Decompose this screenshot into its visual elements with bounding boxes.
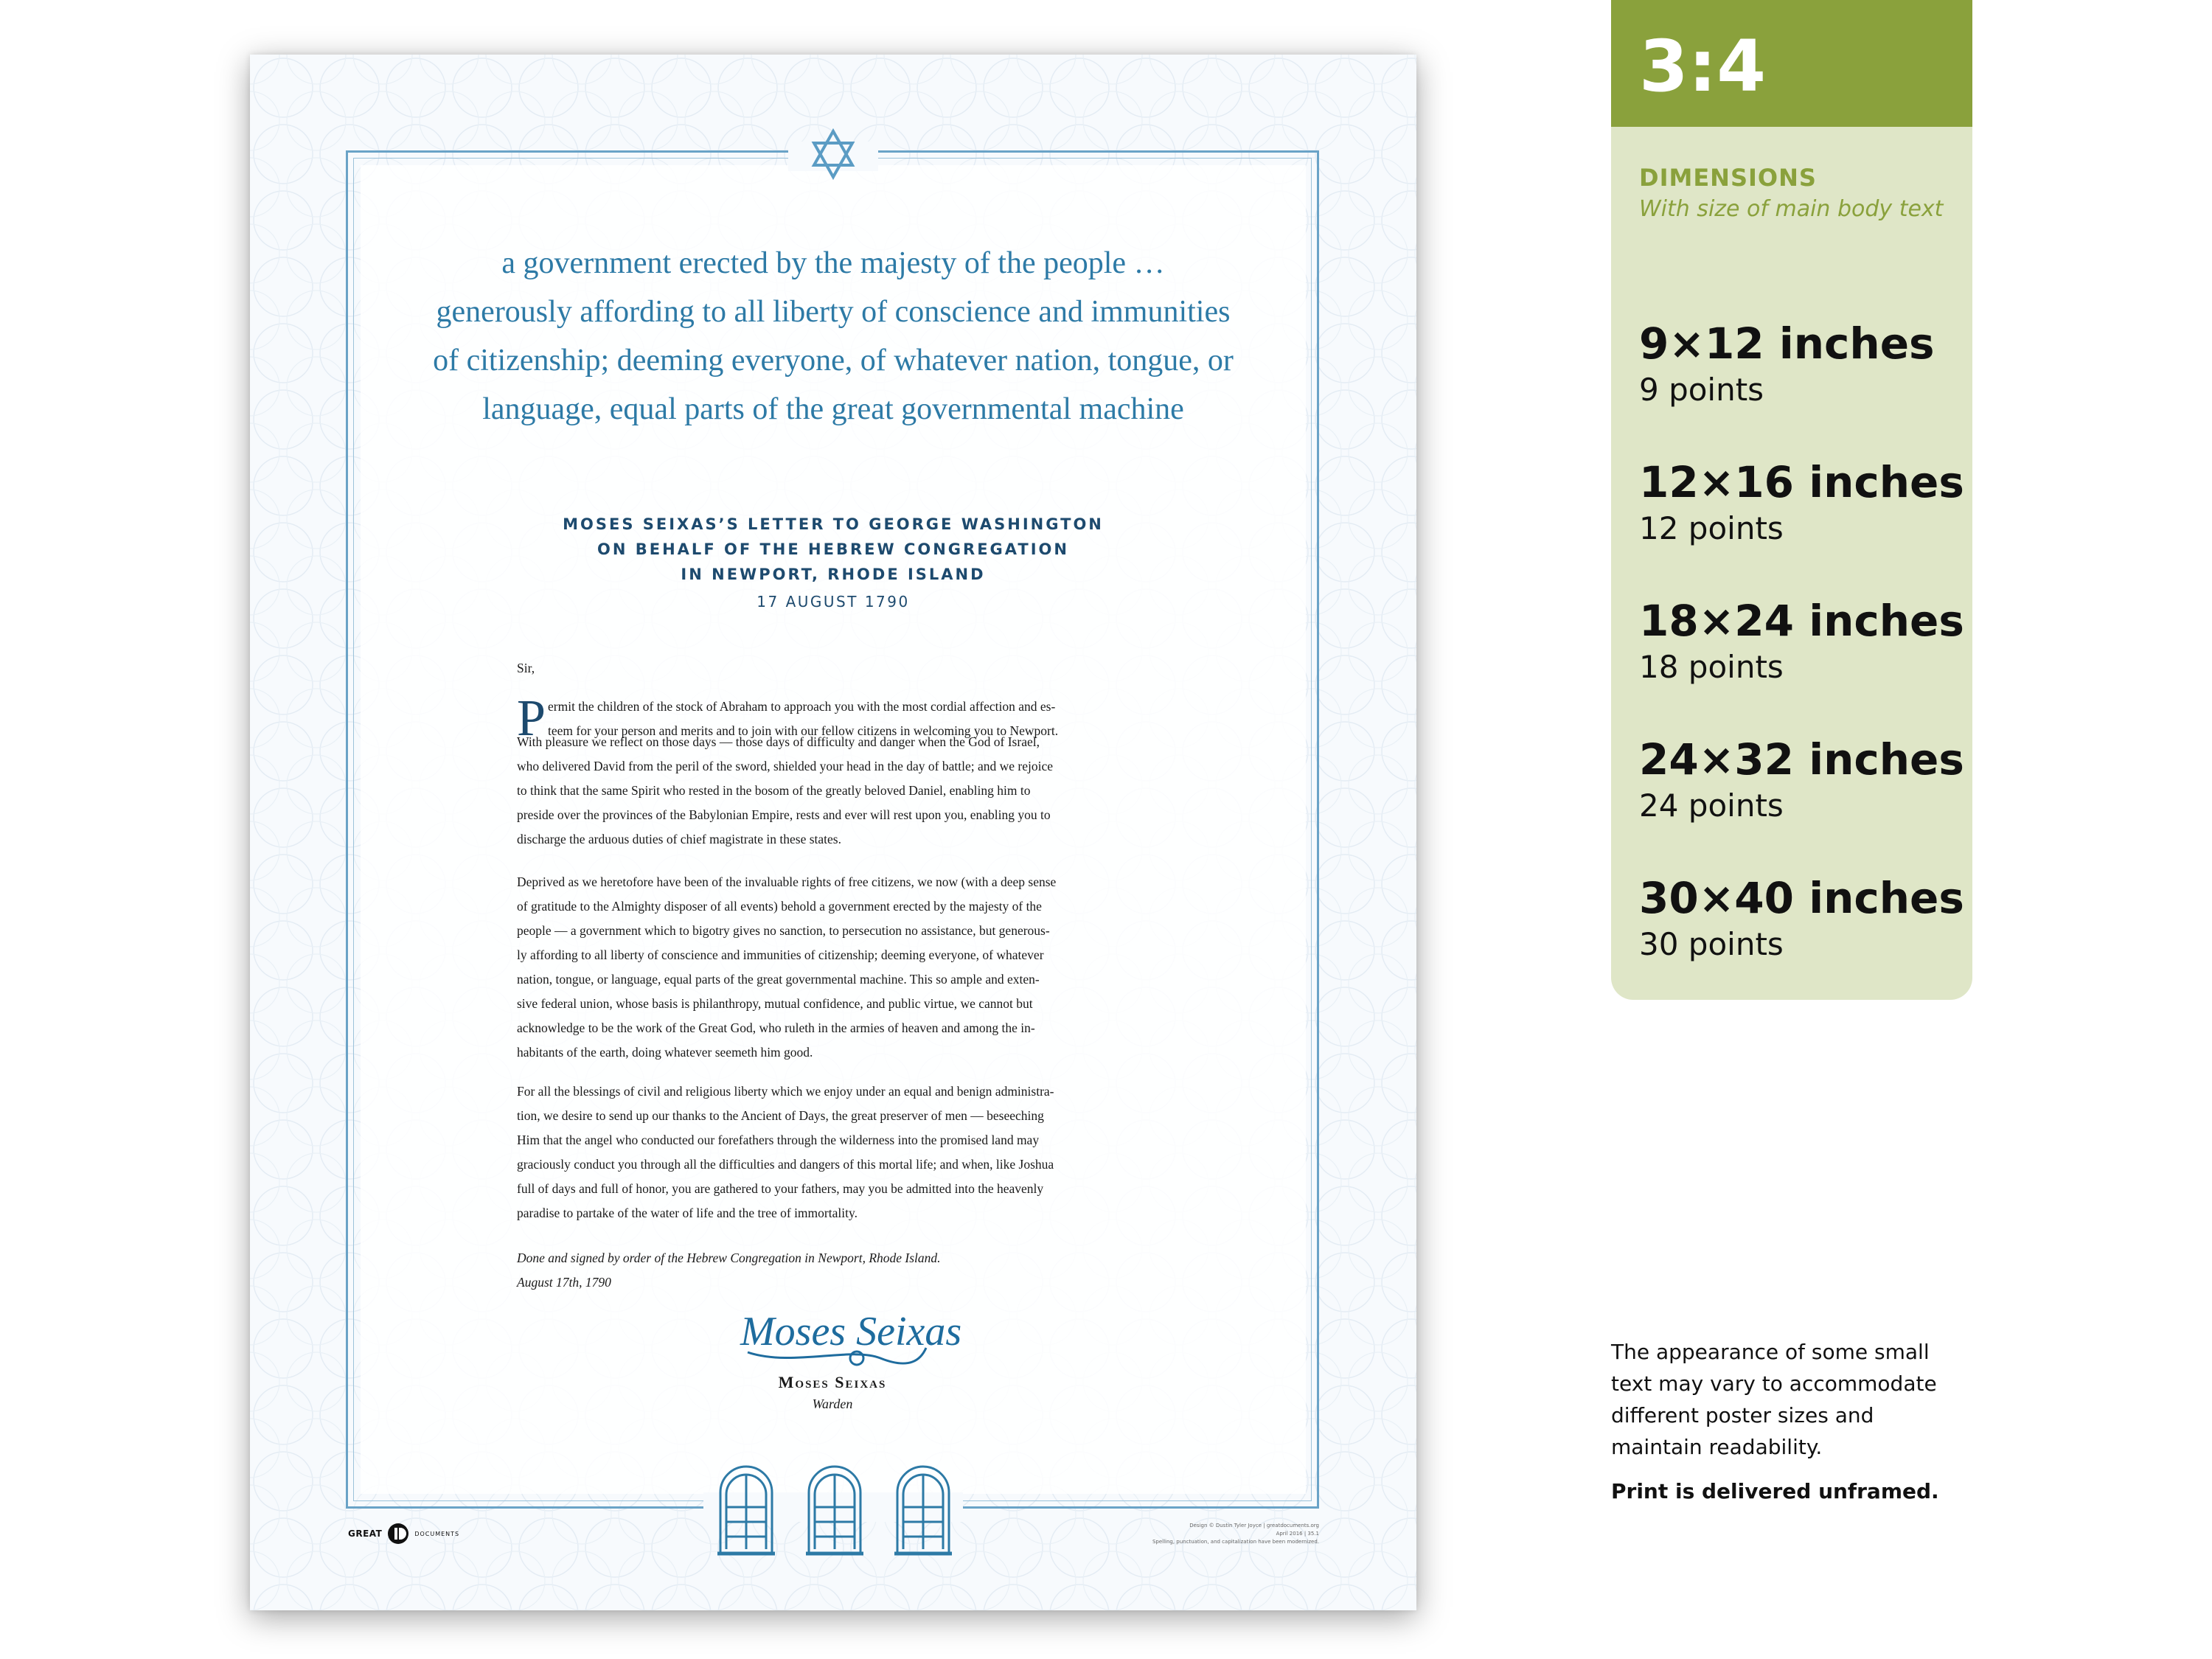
text-line: ermit the children of the stock of Abraham to approach you with the most cordial affection and es- bbox=[548, 699, 1056, 714]
text-line: preside over the provinces of the Babylonian Empire, rests and ever will rest upon you, enabling you to bbox=[517, 807, 1051, 822]
letter-heading bbox=[456, 512, 1210, 587]
delivery-note: Print is delivered unframed. bbox=[1611, 1479, 1939, 1503]
text-line: ly affording to all liberty of conscience and immunities of citizenship; deeming everyone, of whatever bbox=[517, 947, 1044, 962]
note-line: maintain readability. bbox=[1611, 1435, 1823, 1459]
signer-title: Warden bbox=[812, 1397, 853, 1411]
text-line: acknowledge to be the work of the Great God, who ruleth in the armies of heaven and among the in- bbox=[517, 1020, 1035, 1035]
text-line: tion, we desire to send up our thanks to the Ancient of Days, the great preserver of men — beseeching bbox=[517, 1108, 1044, 1123]
text-line: of gratitude to the Almighty disposer of all events) behold a government erected by the majesty of the bbox=[517, 899, 1042, 914]
text-line: discharge the arduous duties of chief magistrate in these states. bbox=[517, 832, 841, 846]
star-of-david-icon bbox=[810, 128, 857, 180]
size-points: 18 points bbox=[1639, 649, 1784, 685]
pull-quote bbox=[383, 239, 1284, 434]
paragraph-3 bbox=[517, 870, 1056, 1065]
text-line: who delivered David from the peril of the sword, shielded your head in the day of battle; and we rejoice bbox=[517, 759, 1053, 773]
size-option bbox=[1639, 594, 1964, 687]
great-documents-logo-icon bbox=[386, 1522, 410, 1545]
note-line: The appearance of some small bbox=[1611, 1340, 1930, 1364]
quote-line: a government erected by the majesty of the people … bbox=[501, 246, 1165, 280]
note-line: text may vary to accommodate bbox=[1611, 1371, 1937, 1396]
text-line: graciously conduct you through all the difficulties and dangers of this mortal life; and when, like Joshua bbox=[517, 1157, 1054, 1172]
heading-line: ON BEHALF OF THE HEBREW CONGREGATION bbox=[597, 540, 1069, 558]
text-line: to think that the same Spirit who rested in the bosom of the greatly beloved Daniel, enabling him to bbox=[517, 783, 1031, 798]
great-documents-logo bbox=[348, 1522, 459, 1545]
closing bbox=[517, 1246, 941, 1295]
quote-line: generously affording to all liberty of conscience and immunities bbox=[436, 295, 1231, 329]
paragraph-4 bbox=[517, 1079, 1054, 1225]
logo-documents-text: DOCUMENTS bbox=[414, 1530, 460, 1537]
text-line: full of days and full of honor, you are gathered to your fathers, may you be admitted into the heavenly bbox=[517, 1181, 1044, 1196]
text-line: sive federal union, whose basis is philanthropy, mutual confidence, and public virtue, we cannot but bbox=[517, 996, 1033, 1011]
size-option bbox=[1639, 317, 1935, 410]
size-points: 9 points bbox=[1639, 372, 1764, 408]
letter-date: 17 AUGUST 1790 bbox=[757, 593, 910, 611]
design-credits bbox=[1017, 1522, 1319, 1546]
text-line: habitants of the earth, doing whatever seemeth him good. bbox=[517, 1045, 813, 1060]
size-name: 9×12 inches bbox=[1639, 319, 1935, 369]
signature-text: Moses Seixas bbox=[740, 1309, 962, 1354]
text-line: Him that the angel who conducted our forefathers through the wilderness into the promised land may bbox=[517, 1133, 1040, 1147]
size-points: 12 points bbox=[1639, 510, 1784, 546]
size-name: 18×24 inches bbox=[1639, 596, 1964, 646]
text-line: teem for your person and merits and to join with our fellow citizens in welcoming you to Newport. bbox=[548, 723, 1059, 738]
size-name: 24×32 inches bbox=[1639, 734, 1964, 785]
size-points: 30 points bbox=[1639, 926, 1784, 962]
size-option bbox=[1639, 872, 1964, 964]
logo-great-text: GREAT bbox=[348, 1528, 383, 1539]
text-line: With pleasure we reflect on those days — those days of difficulty and danger when the God of Israel, bbox=[517, 734, 1040, 749]
text-line: For all the blessings of civil and religious liberty which we enjoy under an equal and benign administra- bbox=[517, 1084, 1054, 1099]
size-option bbox=[1639, 456, 1964, 549]
appearance-note bbox=[1611, 1336, 1965, 1463]
text-line: Done and signed by order of the Hebrew Congregation in Newport, Rhode Island. bbox=[517, 1251, 941, 1265]
credit-line: Design © Dustin Tyler Joyce | greatdocuments.org bbox=[1189, 1523, 1319, 1528]
quote-line: language, equal parts of the great governmental machine bbox=[482, 392, 1184, 426]
signer-name: Moses Seixas bbox=[778, 1373, 887, 1391]
poster bbox=[250, 55, 1416, 1610]
credit-line: Spelling, punctuation, and capitalization have been modernized. bbox=[1152, 1539, 1319, 1545]
synagogue-windows-icon bbox=[713, 1467, 956, 1555]
handwritten-signature bbox=[733, 1301, 962, 1374]
heading-line: MOSES SEIXAS’S LETTER TO GEORGE WASHINGTON bbox=[563, 515, 1104, 533]
text-line: August 17th, 1790 bbox=[517, 1275, 611, 1290]
salutation: Sir, bbox=[517, 661, 535, 675]
dimensions-label: DIMENSIONS bbox=[1639, 164, 1817, 192]
note-line: different poster sizes and bbox=[1611, 1403, 1874, 1427]
size-name: 30×40 inches bbox=[1639, 873, 1964, 923]
heading-line: IN NEWPORT, RHODE ISLAND bbox=[681, 566, 986, 583]
dimensions-panel bbox=[1611, 0, 1972, 1000]
size-name: 12×16 inches bbox=[1639, 457, 1964, 507]
credit-line: April 2016 | 35.1 bbox=[1276, 1531, 1319, 1537]
aspect-ratio: 3:4 bbox=[1639, 25, 1766, 108]
text-line: nation, tongue, or language, equal parts of the great governmental machine. This so ample and exten- bbox=[517, 972, 1040, 987]
dimensions-subtitle: With size of main body text bbox=[1639, 196, 1944, 222]
paragraph-2 bbox=[517, 730, 1053, 852]
quote-line: of citizenship; deeming everyone, of whatever nation, tongue, or bbox=[433, 344, 1234, 378]
drop-cap: P bbox=[517, 690, 546, 747]
text-line: people — a government which to bigotry gives no sanction, to persecution no assistance, but generous- bbox=[517, 923, 1050, 938]
panel-header bbox=[1611, 0, 1972, 127]
text-line: paradise to partake of the water of life and the tree of immortality. bbox=[517, 1206, 858, 1220]
size-option bbox=[1639, 733, 1964, 826]
text-line: Deprived as we heretofore have been of the invaluable rights of free citizens, we now (with a deep sense bbox=[517, 874, 1057, 889]
size-points: 24 points bbox=[1639, 787, 1784, 824]
